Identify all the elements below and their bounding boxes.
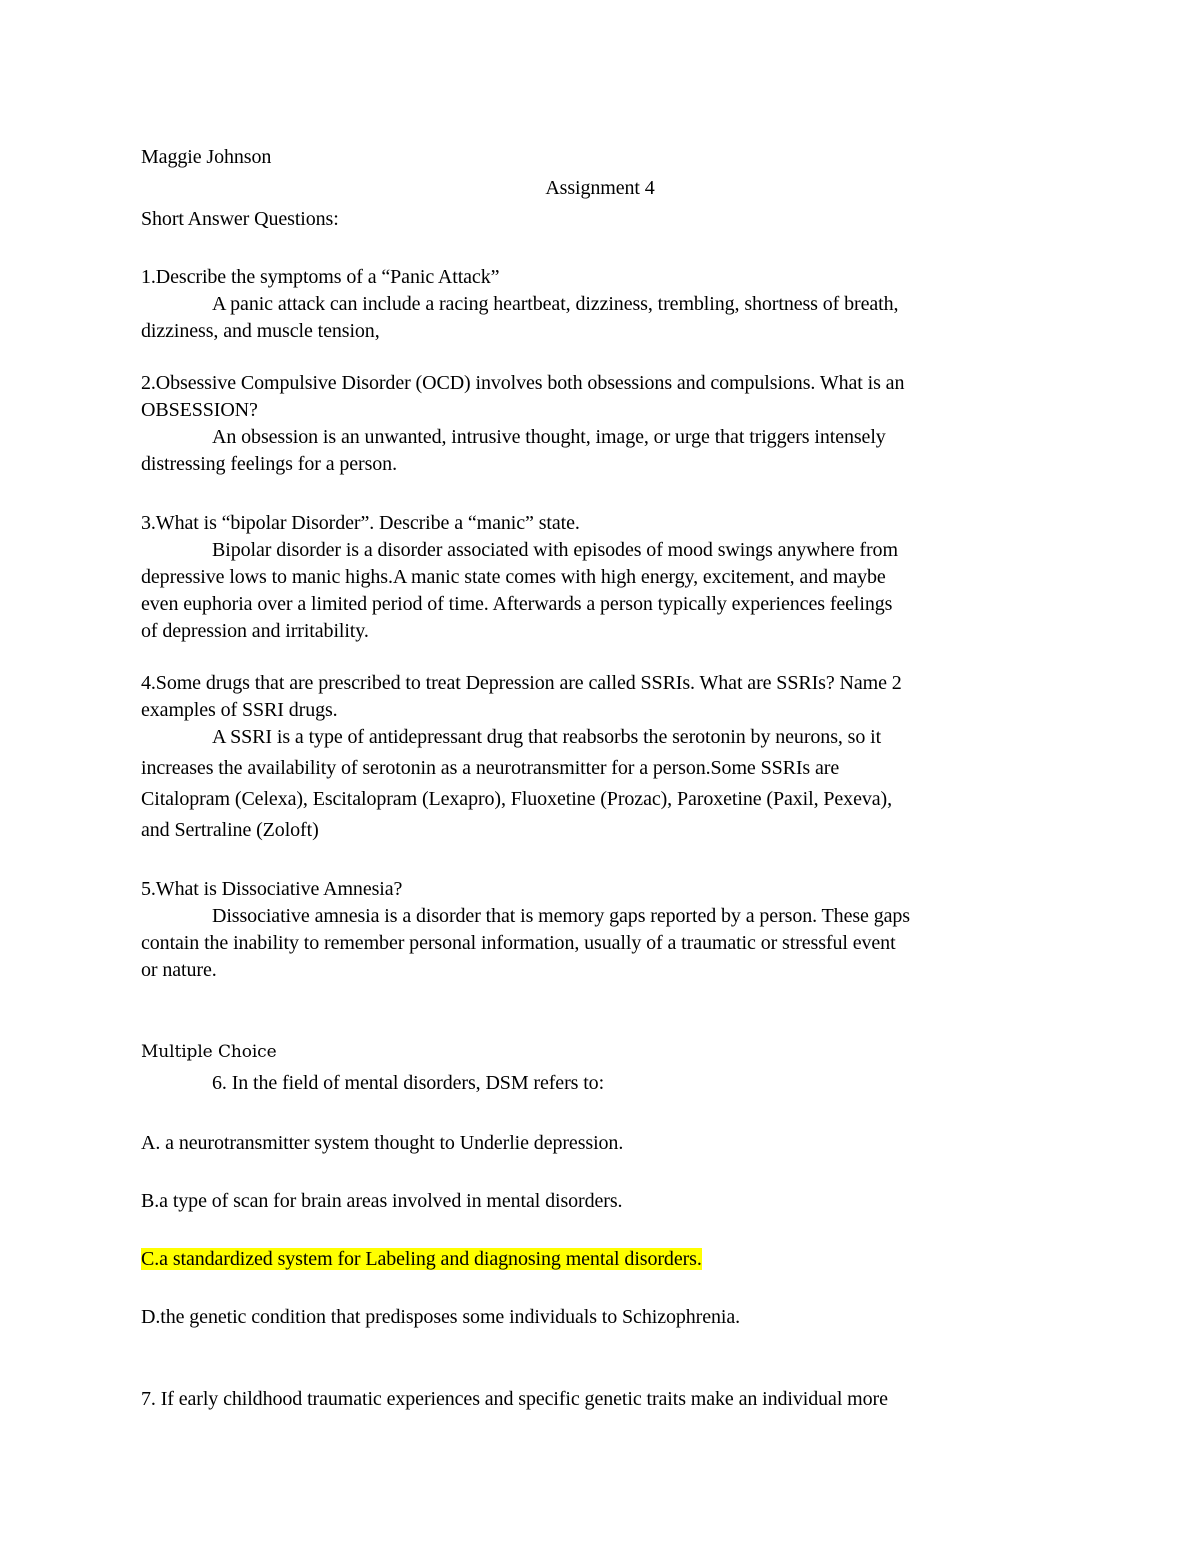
answer-3-line-1: Bipolar disorder is a disorder associated with episodes of mood swings anywhere from	[212, 539, 898, 561]
answer-4-line-3: Citalopram (Celexa), Escitalopram (Lexapro), Fluoxetine (Prozac), Paroxetine (Paxil, Pexeva),	[141, 788, 892, 810]
answer-4-line-4: and Sertraline (Zoloft)	[141, 819, 319, 841]
short-answer-heading: Short Answer Questions:	[141, 208, 339, 230]
option-b: B.a type of scan for brain areas involved in mental disorders.	[141, 1190, 623, 1212]
question-2-line-1: 2.Obsessive Compulsive Disorder (OCD) involves both obsessions and compulsions. What is an	[141, 372, 905, 394]
question-1: 1.Describe the symptoms of a “Panic Attack”	[141, 266, 500, 288]
answer-3-line-4: of depression and irritability.	[141, 620, 369, 642]
answer-2-line-2: distressing feelings for a person.	[141, 453, 397, 475]
answer-1-line-2: dizziness, and muscle tension,	[141, 320, 380, 342]
answer-1-line-1: A panic attack can include a racing heartbeat, dizziness, trembling, shortness of breath,	[212, 293, 899, 315]
multiple-choice-heading: Multiple Choice	[141, 1042, 277, 1062]
option-a: A. a neurotransmitter system thought to Underlie depression.	[141, 1132, 624, 1154]
author-name: Maggie Johnson	[141, 146, 272, 168]
answer-5-line-3: or nature.	[141, 959, 217, 981]
answer-4-line-1: A SSRI is a type of antidepressant drug that reabsorbs the serotonin by neurons, so it	[212, 726, 882, 748]
answer-4-line-2: increases the availability of serotonin as a neurotransmitter for a person.Some SSRIs are	[141, 757, 840, 779]
option-c-selected	[141, 1246, 702, 1273]
question-2-line-2: OBSESSION?	[141, 399, 258, 421]
question-6: 6. In the field of mental disorders, DSM refers to:	[212, 1072, 605, 1094]
answer-5-line-2: contain the inability to remember personal information, usually of a traumatic or stressful event	[141, 932, 896, 954]
document-title: Assignment 4	[545, 177, 655, 199]
answer-5-line-1: Dissociative amnesia is a disorder that is memory gaps reported by a person. These gaps	[212, 905, 910, 927]
question-3: 3.What is “bipolar Disorder”. Describe a “manic” state.	[141, 512, 580, 534]
question-4-line-2: examples of SSRI drugs.	[141, 699, 338, 721]
question-5: 5.What is Dissociative Amnesia?	[141, 878, 403, 900]
question-7: 7. If early childhood traumatic experiences and specific genetic traits make an individual more	[141, 1388, 888, 1410]
option-d: D.the genetic condition that predisposes some individuals to Schizophrenia.	[141, 1306, 741, 1328]
answer-highlight: C.a standardized system for Labeling and diagnosing mental disorders.	[141, 1248, 702, 1270]
answer-2-line-1: An obsession is an unwanted, intrusive thought, image, or urge that triggers intensely	[212, 426, 886, 448]
answer-3-line-3: even euphoria over a limited period of time. Afterwards a person typically experiences feelings	[141, 593, 893, 615]
answer-3-line-2: depressive lows to manic highs.A manic state comes with high energy, excitement, and maybe	[141, 566, 886, 588]
question-4-line-1: 4.Some drugs that are prescribed to treat Depression are called SSRIs. What are SSRIs? Name 2	[141, 672, 902, 694]
